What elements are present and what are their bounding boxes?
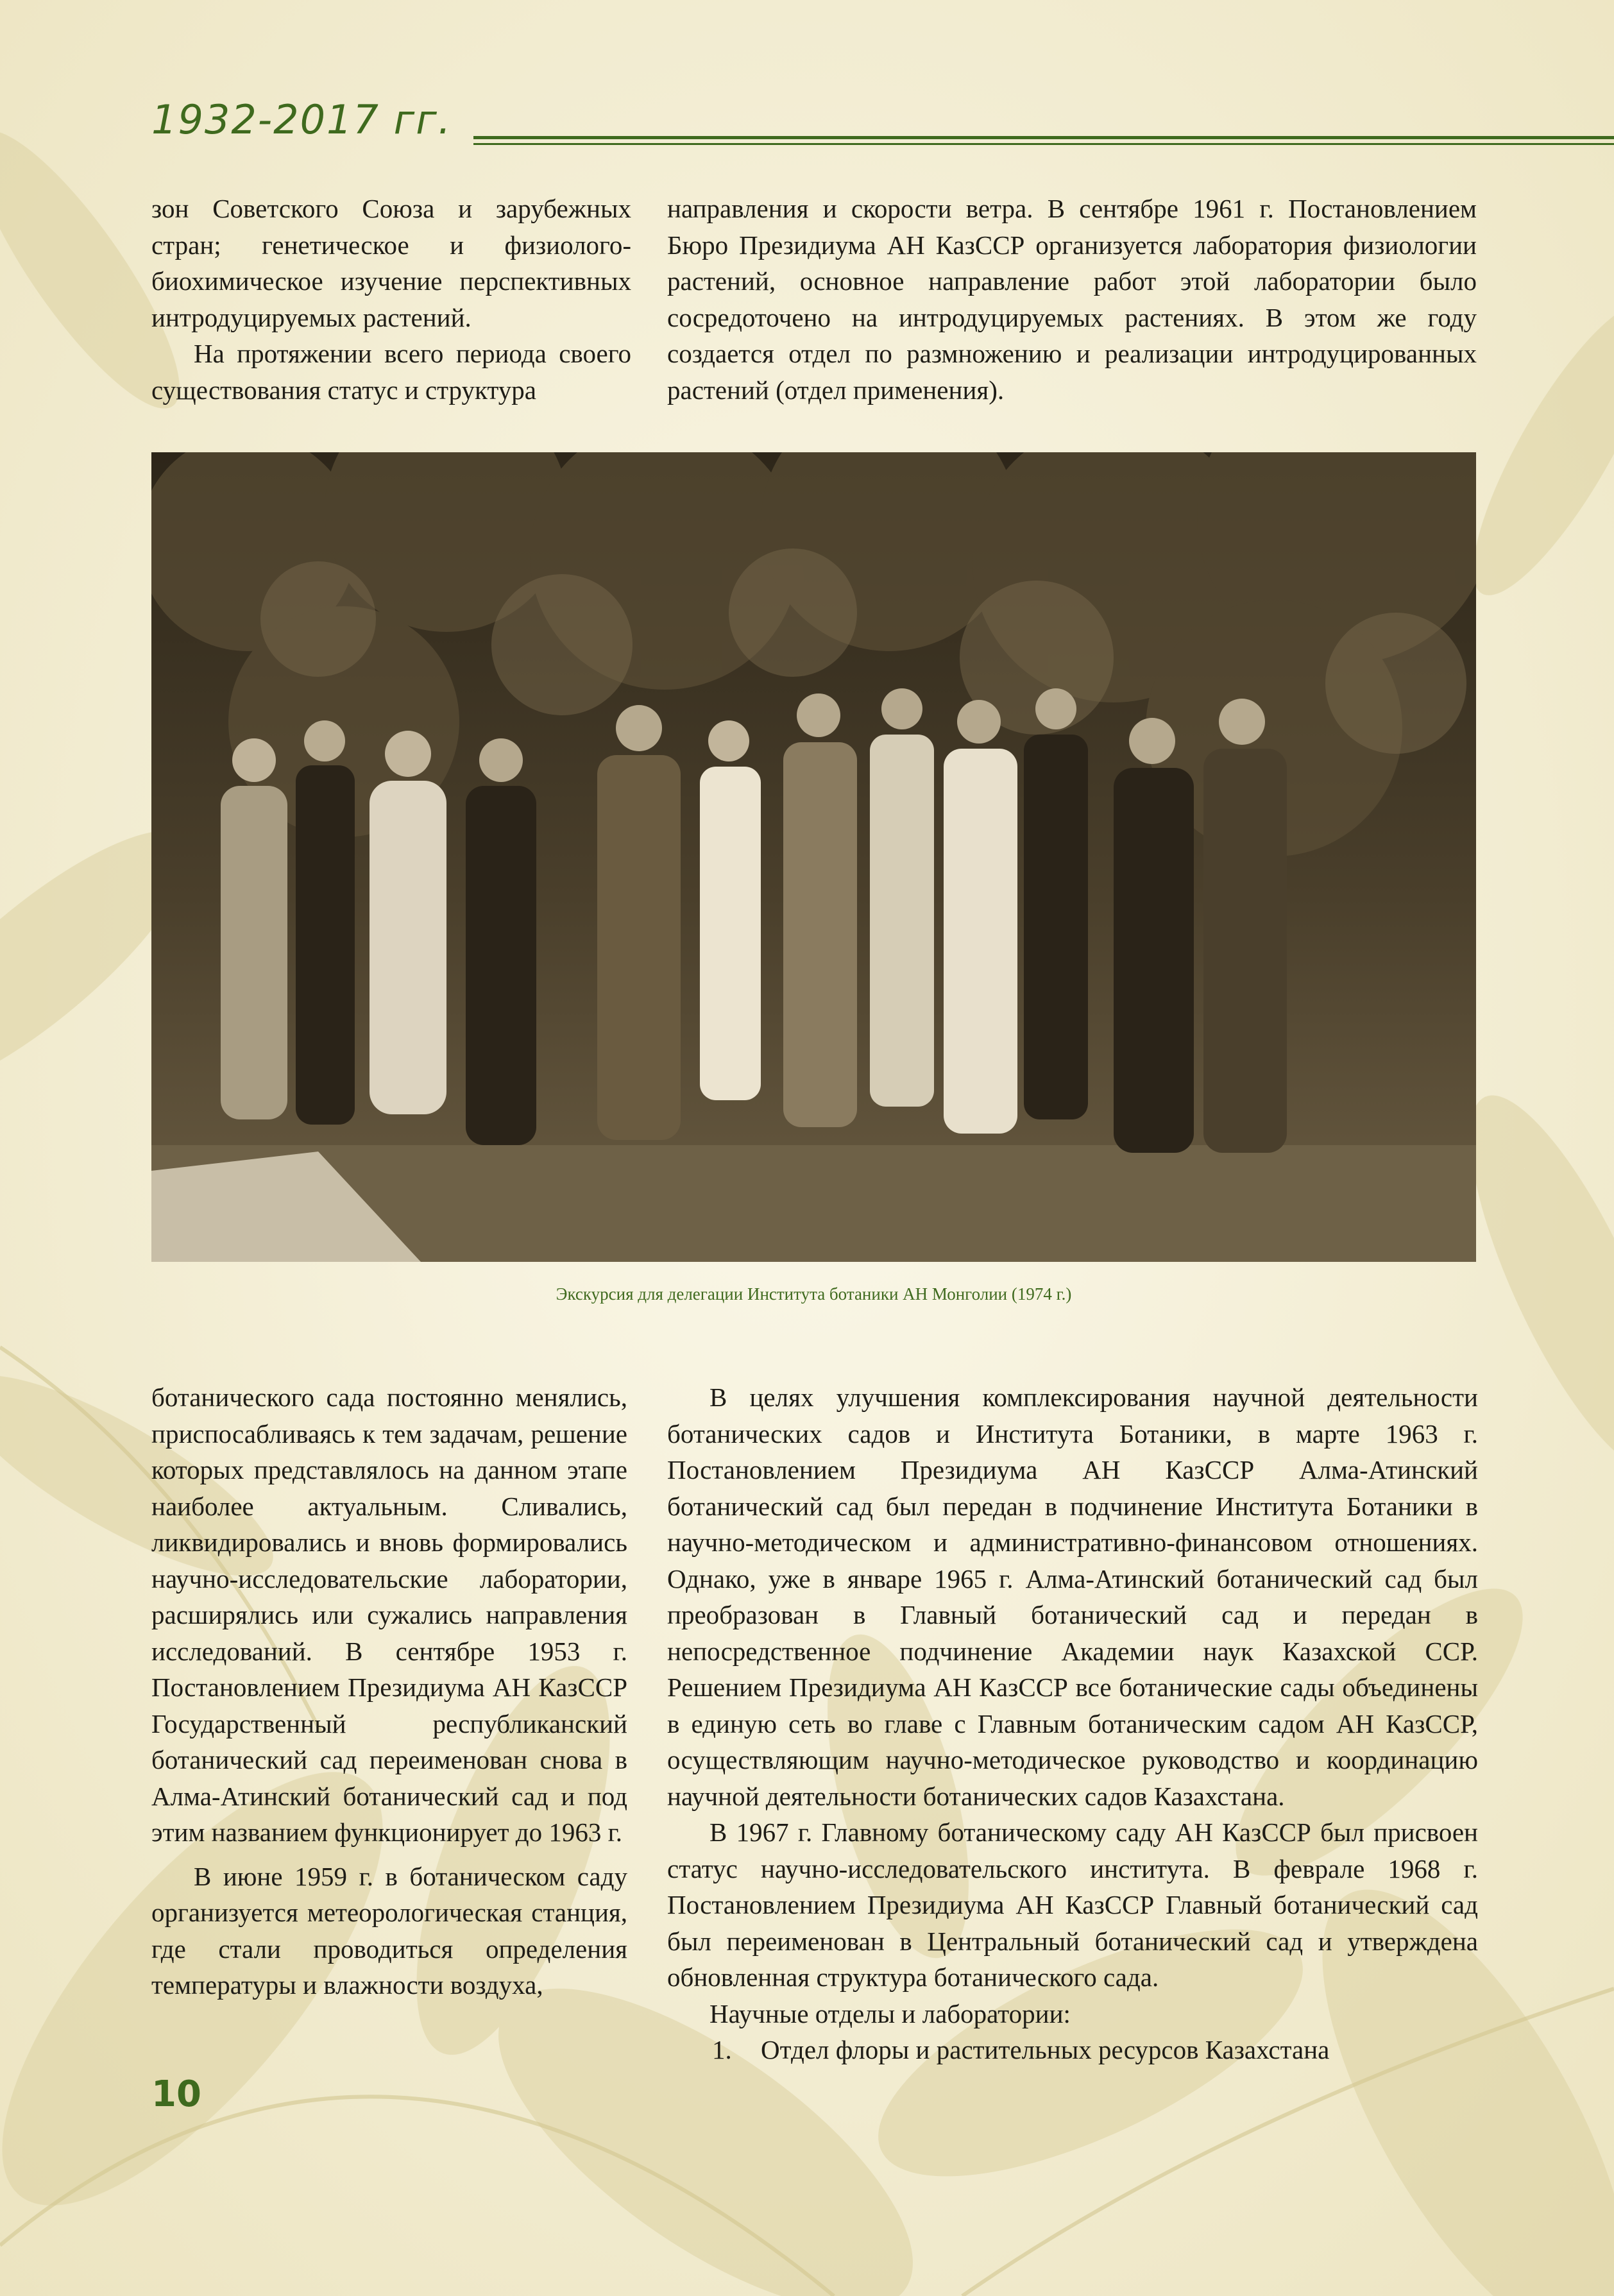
paragraph: На протяжении всего периода своего существования статус и структура bbox=[151, 339, 631, 405]
group-photo-image bbox=[151, 452, 1476, 1262]
paragraph: В 1967 г. Главному ботаническому саду АН КазССР был присвоен статус научно-исследовательского института. В феврале 1968 г. Постановлением Президиума АН КазССР Главный ботанический сад был переименован в Центральный ботанический сад и утверждена обновленная структура ботанического сада. bbox=[667, 1817, 1478, 1992]
bottom-left-column bbox=[151, 1379, 627, 2003]
header-rule bbox=[473, 136, 1614, 145]
top-right-column bbox=[667, 191, 1477, 408]
page-number: 10 bbox=[151, 2073, 201, 2115]
list-item-text: Отдел флоры и растительных ресурсов Казахстана bbox=[761, 2035, 1330, 2064]
paragraph: В июне 1959 г. в ботаническом саду организуется метеорологическая станция, где стали проводиться определения температуры и влажности воздуха, bbox=[151, 1861, 627, 2000]
paragraph: Научные отделы и лаборатории: bbox=[709, 1998, 1071, 2028]
header-year-range: 1932-2017 гг. bbox=[151, 96, 452, 143]
paragraph: направления и скорости ветра. В сентябре 1961 г. Постановлением Бюро Президиума АН КазССР организуется лаборатория физиологии растений, основное направление работ этой лаборатории было сосредоточено на интродуцируемых растениях. В этом же году создается отдел по размножению и реализации интродуцированных растений (отдел применения). bbox=[667, 194, 1477, 405]
paragraph: В целях улучшения комплексирования научной деятельности ботанических садов и Института Ботаники, в марте 1963 г. Постановлением Президиума АН КазССР Алма-Атинский ботанический сад был передан в подчинение Института Ботаники в научно-методическом и административно-финансовом отношениях. Однако, уже в январе 1965 г. Алма-Атинский ботанический сад был преобразован в Главный ботанический сад и передан в непосредственное подчинение Академии наук Казахской ССР. Решением Президиума АН КазССР все ботанические сады объединены в единую сеть во главе с Главным ботаническим садом АН КазССР, осуществляющим научно-методическое руководство и координацию научной деятельности ботанических садов Казахстана. bbox=[667, 1382, 1478, 1811]
list-item-number: 1. bbox=[712, 2035, 732, 2064]
top-left-column bbox=[151, 191, 631, 408]
list-item bbox=[667, 2032, 1478, 2068]
photo-caption: Экскурсия для делегации Института ботаники АН Монголии (1974 г.) bbox=[556, 1284, 1072, 1304]
paragraph: зон Советского Союза и зарубежных стран; генетическое и физиолого-биохимическое изучение перспективных интродуцируемых растений. bbox=[151, 194, 631, 332]
paragraph: ботанического сада постоянно менялись, приспосабливаясь к тем задачам, решение которых представлялось на данном этапе наиболее актуальным. Сливались, ликвидировались и вновь формировались научно-исследовательские лаборатории, расширялись или сужались направления исследований. В сентябре 1953 г. Постановлением Президиума АН КазССР Государственный республиканский ботанический сад переименован снова в Алма-Атинский ботанический сад и под этим названием функционирует до 1963 г. bbox=[151, 1382, 627, 1847]
bottom-right-column bbox=[667, 1379, 1478, 2068]
group-photo bbox=[151, 452, 1476, 1262]
